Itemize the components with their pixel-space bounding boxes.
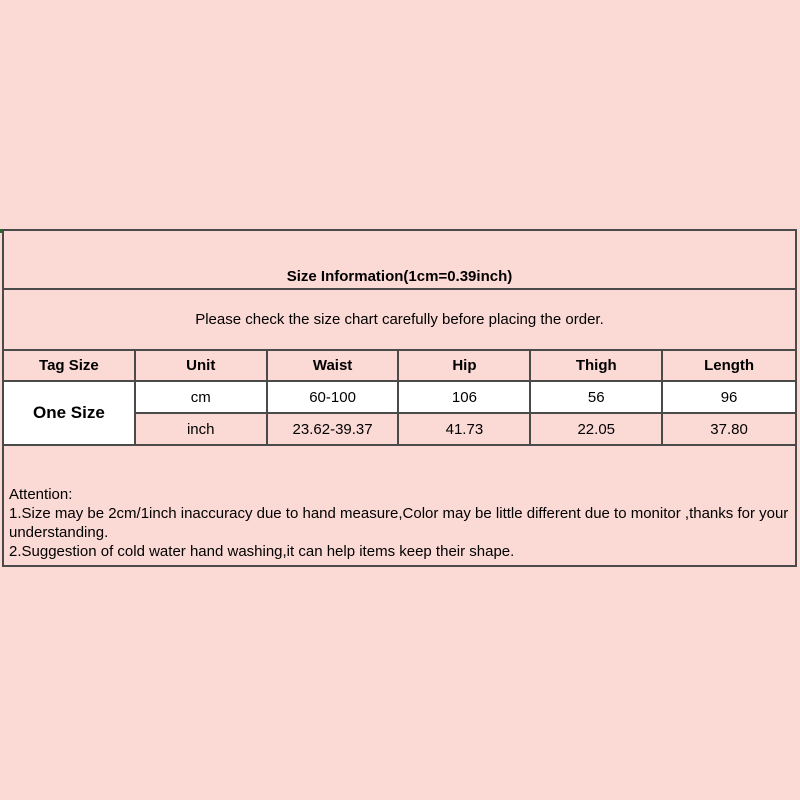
column-header-unit: Unit: [136, 351, 268, 382]
column-header-thigh: Thigh: [531, 351, 663, 382]
inch-row-thigh: 22.05: [531, 414, 663, 446]
column-header-length: Length: [663, 351, 795, 382]
cm-row-hip: 106: [399, 382, 531, 414]
tag-size-value: One Size: [4, 382, 136, 446]
inch-row-hip: 41.73: [399, 414, 531, 446]
inch-row-unit: inch: [136, 414, 268, 446]
cm-row-thigh: 56: [531, 382, 663, 414]
size-chart-subtitle: Please check the size chart carefully before placing the order.: [4, 290, 795, 351]
inch-row-length: 37.80: [663, 414, 795, 446]
inch-row-waist: 23.62-39.37: [268, 414, 400, 446]
size-chart-table: [2, 229, 797, 567]
attention-heading: Attention:: [9, 486, 73, 503]
cm-row-length: 96: [663, 382, 795, 414]
attention-line-2: 2.Suggestion of cold water hand washing,it can help items keep their shape.: [9, 543, 515, 560]
column-header-waist: Waist: [268, 351, 400, 382]
cm-row-waist: 60-100: [268, 382, 400, 414]
cm-row-unit: cm: [136, 382, 268, 414]
size-chart-title: Size Information(1cm=0.39inch): [4, 231, 795, 290]
attention-line-1: 1.Size may be 2cm/1inch inaccuracy due to hand measure,Color may be little different due to monitor ,thanks for your understanding.: [9, 505, 789, 541]
column-header-tag-size: Tag Size: [4, 351, 136, 382]
attention-note: [4, 446, 795, 565]
column-header-hip: Hip: [399, 351, 531, 382]
